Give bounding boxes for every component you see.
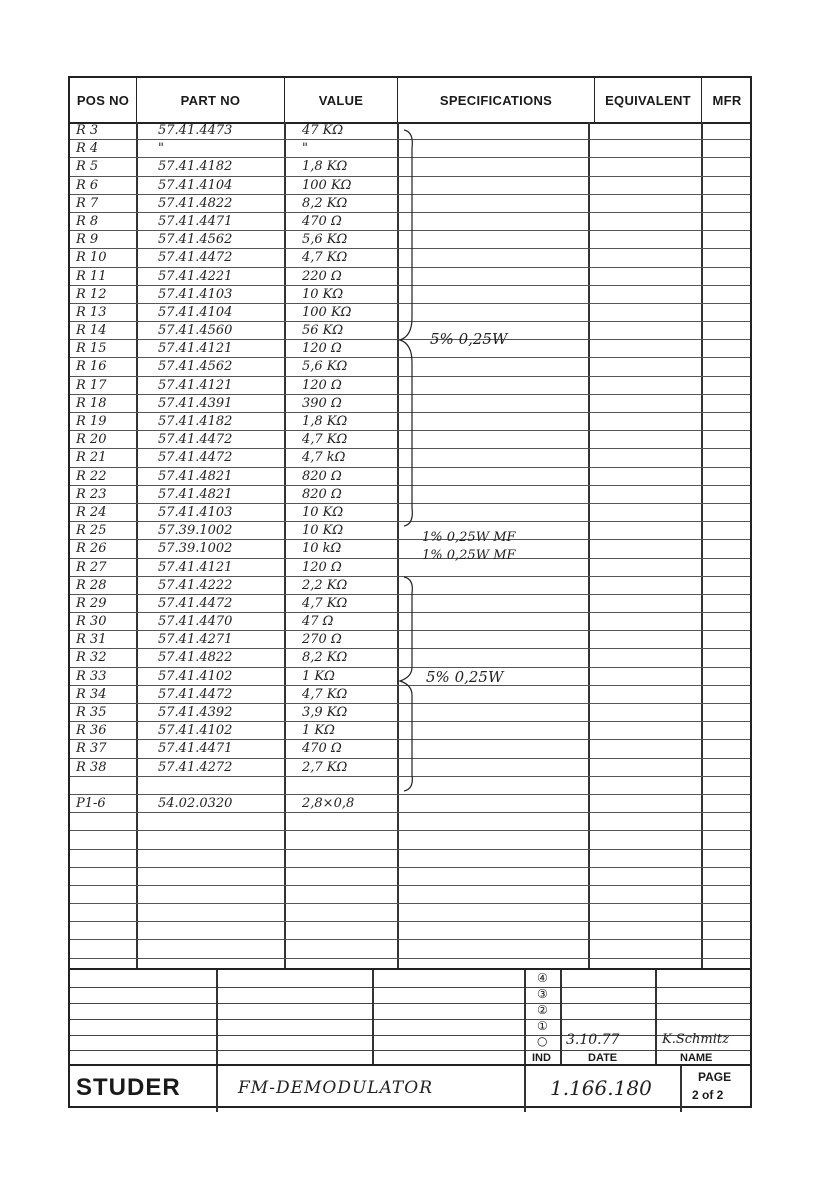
part-no-cell: 57.41.4103 (158, 504, 233, 520)
pos-no-cell: R 20 (76, 432, 107, 448)
value-cell: 120 Ω (302, 377, 342, 393)
revision-block (70, 968, 750, 1066)
table-row (70, 540, 750, 558)
value-cell: 4,7 KΩ (302, 686, 348, 702)
table-row (70, 922, 750, 940)
part-no-cell: 57.41.4102 (158, 668, 233, 684)
part-no-cell: 57.41.4822 (158, 195, 233, 211)
part-no-cell: 57.41.4470 (158, 614, 233, 630)
brace-group-1 (398, 128, 428, 531)
pos-no-cell: R 17 (76, 377, 107, 393)
part-no-cell: 57.39.1002 (158, 541, 233, 557)
pos-no-cell: R 25 (76, 523, 107, 539)
title-divider (216, 1066, 218, 1112)
page-label: PAGE (698, 1070, 732, 1084)
revision-index-1: ① (537, 1019, 548, 1033)
pos-no-cell: R 13 (76, 304, 107, 320)
value-cell: 820 Ω (302, 468, 342, 484)
title-divider (524, 1066, 526, 1112)
pos-no-cell: R 9 (76, 232, 99, 248)
table-row (70, 831, 750, 849)
pos-no-cell: R 18 (76, 395, 107, 411)
rev-line (70, 1019, 750, 1020)
pos-no-cell: R 35 (76, 705, 107, 720)
pos-no-cell: R 8 (76, 213, 99, 229)
company-logo: STUDER (76, 1074, 181, 1101)
part-no-cell: 54.02.0320 (158, 795, 233, 811)
pos-no-cell: R 6 (76, 177, 99, 193)
table-row (70, 868, 750, 886)
pos-no-cell: R 33 (76, 668, 107, 684)
part-no-cell: 57.41.4182 (158, 414, 233, 429)
pos-no-cell: R 19 (76, 414, 107, 429)
page-of: 2 of 2 (692, 1088, 724, 1102)
value-cell: 1 KΩ (302, 723, 335, 739)
part-no-cell: 57.41.4472 (158, 432, 233, 448)
pos-no-cell: R 31 (76, 632, 107, 648)
spec-r26: 1% 0,25W MF (422, 548, 516, 563)
revision-index-0: ○ (537, 1034, 548, 1048)
value-cell: 56 KΩ (302, 323, 344, 339)
revision-index-4: ④ (537, 971, 548, 985)
pos-no-cell: R 37 (76, 741, 107, 757)
value-cell: 8,2 KΩ (302, 650, 348, 666)
rev-divider (655, 970, 657, 1066)
pos-no-cell: R 29 (76, 595, 107, 611)
pos-no-cell: R 7 (76, 195, 99, 211)
document-description: FM-DEMODULATOR (238, 1078, 433, 1098)
part-no-cell: 57.41.4104 (158, 304, 233, 320)
header-pos-no: POS NO (70, 78, 137, 122)
brace-svg (398, 575, 428, 793)
part-no-cell: 57.41.4271 (158, 632, 233, 648)
part-no-cell: 57.41.4471 (158, 741, 233, 757)
value-cell: 47 KΩ (302, 123, 344, 138)
part-no-cell: 57.39.1002 (158, 523, 233, 539)
table-header (70, 78, 750, 124)
rev-divider (560, 970, 562, 1066)
pos-no-cell: R 5 (76, 159, 99, 175)
value-cell: 100 KΩ (302, 304, 352, 320)
pos-no-cell: R 23 (76, 486, 107, 502)
value-cell: 1,8 KΩ (302, 414, 348, 429)
value-cell: 100 KΩ (302, 177, 352, 193)
rev-line (70, 1035, 750, 1036)
pos-no-cell: R 22 (76, 468, 107, 484)
value-cell: " (302, 141, 308, 157)
value-cell: 10 KΩ (302, 504, 344, 520)
part-no-cell: 57.41.4222 (158, 577, 233, 593)
header-specifications: SPECIFICATIONS (398, 78, 595, 122)
value-cell: 120 Ω (302, 559, 342, 575)
pos-no-cell: R 32 (76, 650, 107, 666)
value-cell: 2,8×0,8 (302, 795, 355, 811)
brace-group-2 (398, 575, 428, 797)
rev-divider (216, 970, 218, 1066)
rev-divider (372, 970, 374, 1066)
value-cell: 10 KΩ (302, 523, 344, 539)
part-no-cell: 57.41.4392 (158, 705, 233, 720)
revision-index-2: ② (537, 1003, 548, 1017)
part-no-cell: 57.41.4104 (158, 177, 233, 193)
value-cell: 10 kΩ (302, 541, 342, 557)
part-no-cell: " (158, 141, 164, 157)
name-label: NAME (680, 1052, 713, 1064)
title-block (70, 1064, 750, 1112)
part-no-cell: 57.41.4472 (158, 595, 233, 611)
drawing-number: 1.166.180 (550, 1076, 652, 1100)
table-row (70, 559, 750, 577)
pos-no-cell: P1-6 (76, 795, 106, 811)
rev-line (70, 987, 750, 988)
pos-no-cell: R 4 (76, 141, 99, 157)
part-no-cell: 57.41.4822 (158, 650, 233, 666)
value-cell: 4,7 KΩ (302, 250, 348, 266)
value-cell: 10 KΩ (302, 286, 344, 302)
value-cell: 1 KΩ (302, 668, 335, 684)
part-no-cell: 57.41.4821 (158, 486, 233, 502)
value-cell: 47 Ω (302, 614, 334, 630)
pos-no-cell: R 38 (76, 759, 107, 775)
pos-no-cell: R 16 (76, 359, 107, 375)
value-cell: 3,9 KΩ (302, 705, 348, 720)
revision-name: K.Schmitz (662, 1032, 729, 1047)
value-cell: 2,2 KΩ (302, 577, 348, 593)
value-cell: 470 Ω (302, 741, 342, 757)
value-cell: 270 Ω (302, 632, 342, 648)
value-cell: 120 Ω (302, 341, 342, 357)
header-equivalent: EQUIVALENT (595, 78, 702, 122)
pos-no-cell: R 11 (76, 268, 107, 284)
value-cell: 470 Ω (302, 213, 342, 229)
part-no-cell: 57.41.4472 (158, 250, 233, 266)
table-row (70, 795, 750, 813)
part-no-cell: 57.41.4102 (158, 723, 233, 739)
pos-no-cell: R 26 (76, 541, 107, 557)
spec-group-1: 5% 0,25W (430, 330, 508, 348)
rev-divider (524, 970, 526, 1066)
pos-no-cell: R 21 (76, 450, 107, 466)
value-cell: 820 Ω (302, 486, 342, 502)
part-no-cell: 57.41.4272 (158, 759, 233, 775)
pos-no-cell: R 3 (76, 123, 99, 138)
value-cell: 1,8 KΩ (302, 159, 348, 175)
pos-no-cell: R 34 (76, 686, 107, 702)
parts-list-form (68, 76, 752, 1108)
part-no-cell: 57.41.4472 (158, 450, 233, 466)
part-no-cell: 57.41.4560 (158, 323, 233, 339)
value-cell: 4,7 kΩ (302, 450, 346, 466)
part-no-cell: 57.41.4121 (158, 377, 233, 393)
table-row (70, 813, 750, 831)
value-cell: 4,7 KΩ (302, 595, 348, 611)
pos-no-cell: R 36 (76, 723, 107, 739)
part-no-cell: 57.41.4821 (158, 468, 233, 484)
value-cell: 5,6 KΩ (302, 359, 348, 375)
revision-date: 3.10.77 (566, 1032, 620, 1048)
table-row (70, 904, 750, 922)
value-cell: 8,2 KΩ (302, 195, 348, 211)
value-cell: 2,7 KΩ (302, 759, 348, 775)
title-divider (680, 1066, 682, 1112)
header-value: VALUE (285, 78, 398, 122)
part-no-cell: 57.41.4121 (158, 559, 233, 575)
table-row (70, 850, 750, 868)
rev-line (70, 1050, 750, 1051)
pos-no-cell: R 27 (76, 559, 107, 575)
brace-svg (398, 128, 428, 528)
value-cell: 5,6 KΩ (302, 232, 348, 248)
part-no-cell: 57.41.4103 (158, 286, 233, 302)
part-no-cell: 57.41.4182 (158, 159, 233, 175)
part-no-cell: 57.41.4121 (158, 341, 233, 357)
pos-no-cell: R 30 (76, 614, 107, 630)
part-no-cell: 57.41.4472 (158, 686, 233, 702)
header-mfr: MFR (712, 92, 742, 108)
pos-no-cell: R 12 (76, 286, 107, 302)
value-cell: 390 Ω (302, 395, 342, 411)
pos-no-cell: R 15 (76, 341, 107, 357)
part-no-cell: 57.41.4562 (158, 232, 233, 248)
value-cell: 220 Ω (302, 268, 342, 284)
date-label: DATE (588, 1052, 618, 1064)
value-cell: 4,7 KΩ (302, 432, 348, 448)
pos-no-cell: R 24 (76, 504, 107, 520)
ind-label: IND (532, 1052, 551, 1064)
part-no-cell: 57.41.4471 (158, 213, 233, 229)
table-row (70, 940, 750, 958)
header-part-no: PART NO (137, 78, 285, 122)
part-no-cell: 57.41.4562 (158, 359, 233, 375)
part-no-cell: 57.41.4221 (158, 268, 233, 284)
pos-no-cell: R 10 (76, 250, 107, 266)
spec-r25: 1% 0,25W MF (422, 530, 516, 545)
part-no-cell: 57.41.4473 (158, 123, 233, 138)
spec-group-2: 5% 0,25W (426, 668, 504, 686)
rev-line (70, 1003, 750, 1004)
pos-no-cell: R 28 (76, 577, 107, 593)
part-no-cell: 57.41.4391 (158, 395, 233, 411)
revision-index-3: ③ (537, 987, 548, 1001)
table-row (70, 886, 750, 904)
pos-no-cell: R 14 (76, 323, 107, 339)
